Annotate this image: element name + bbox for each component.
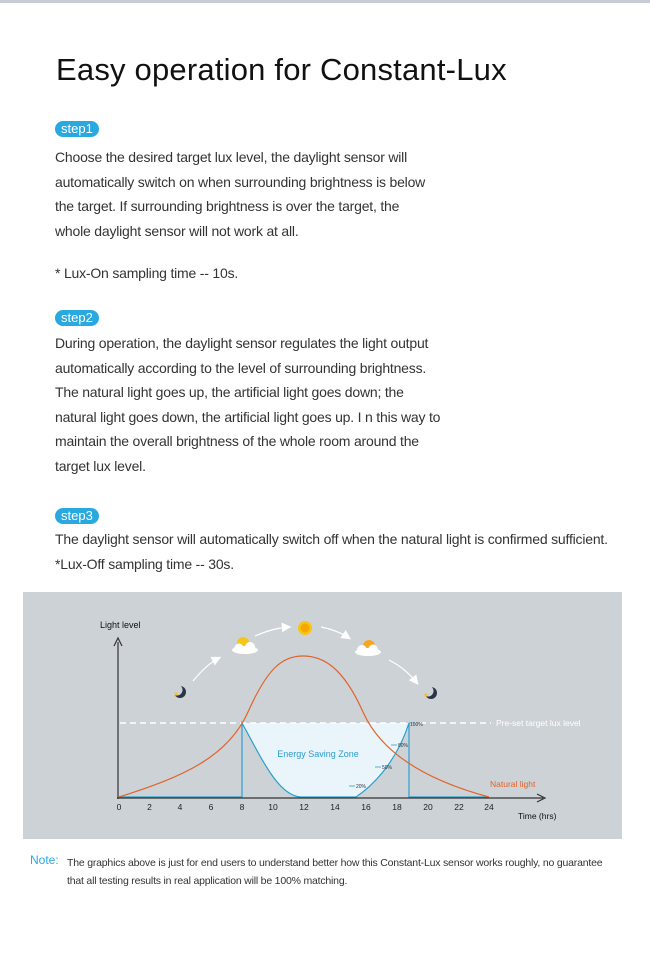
x-tick-label: 18 xyxy=(392,802,402,812)
step3-description xyxy=(55,527,608,576)
x-tick-label: 16 xyxy=(361,802,371,812)
moon-left-icon xyxy=(172,685,187,699)
pct-label-80: 80% xyxy=(398,743,409,749)
pct-label-50: 50% xyxy=(382,765,393,771)
x-ticks xyxy=(117,802,494,812)
x-tick-label: 10 xyxy=(268,802,278,812)
constant-lux-diagram xyxy=(23,592,622,839)
step1-line: the target. If surrounding brightness is over the target, the xyxy=(55,198,400,214)
step3-badge: step3 xyxy=(55,508,99,524)
x-tick-label: 0 xyxy=(116,802,122,812)
x-tick-label: 22 xyxy=(454,802,464,812)
step2-line: target lux level. xyxy=(55,457,146,474)
energy-saving-zone-label: Energy Saving Zone xyxy=(277,749,359,759)
note-line: that all testing results in real application will be 100% matching. xyxy=(67,874,348,887)
diagram-svg xyxy=(23,592,622,839)
step2-description xyxy=(55,331,440,478)
page-title: Easy operation for Constant-Lux xyxy=(56,52,507,87)
sun-cloud-left-icon xyxy=(232,637,258,654)
target-lux-label: Pre-set target lux level xyxy=(496,718,581,728)
step1-description xyxy=(55,145,425,243)
natural-light-label: Natural light xyxy=(490,779,536,789)
x-tick-label: 4 xyxy=(177,802,183,812)
step2-line: The natural light goes up, the artificial light goes down; the xyxy=(55,384,404,400)
x-tick-label: 6 xyxy=(208,802,214,812)
step3-line: The daylight sensor will automatically switch off when the natural light is confirmed sufficient. xyxy=(55,531,608,547)
note-label: Note: xyxy=(30,853,59,867)
arrow-2-icon xyxy=(255,627,289,636)
x-tick-label: 2 xyxy=(147,802,152,812)
energy-saving-zone-area xyxy=(242,723,409,797)
x-tick-label: 12 xyxy=(299,802,309,812)
step1-line: whole daylight sensor will not work at all. xyxy=(55,222,299,239)
x-tick-label: 24 xyxy=(484,802,494,812)
y-axis-label: Light level xyxy=(100,620,141,630)
moon-right-icon xyxy=(423,686,438,700)
step1-line: Choose the desired target lux level, the daylight sensor will xyxy=(55,149,407,165)
step2-line: natural light goes down, the artificial light goes up. I n this way to xyxy=(55,408,441,425)
arrow-4-icon xyxy=(389,660,417,683)
step2-line: During operation, the daylight sensor regulates the light output xyxy=(55,335,429,351)
lux-on-sampling-note: * Lux-On sampling time -- 10s. xyxy=(55,265,239,281)
lux-off-sampling-note: *Lux-Off sampling time -- 30s. xyxy=(55,555,234,572)
pct-label-20: 20% xyxy=(356,784,367,790)
top-border xyxy=(0,0,650,3)
sun-icon xyxy=(298,621,312,635)
x-tick-label: 14 xyxy=(330,802,340,812)
arrow-3-icon xyxy=(321,627,349,638)
x-tick-label: 20 xyxy=(423,802,433,812)
arrow-1-icon xyxy=(193,658,219,681)
step2-badge: step2 xyxy=(55,310,99,326)
sun-cloud-right-icon xyxy=(355,640,381,656)
note-text xyxy=(67,855,632,890)
x-tick-label: 8 xyxy=(239,802,245,812)
note-line: The graphics above is just for end users to understand better how this Constant-Lux sensor works roughly, no guarantee xyxy=(67,857,603,869)
step1-badge: step1 xyxy=(55,121,99,137)
step1-line: automatically switch on when surrounding brightness is below xyxy=(55,173,426,190)
step2-line: maintain the overall brightness of the whole room around the xyxy=(55,433,419,449)
x-axis-label: Time (hrs) xyxy=(518,811,557,821)
pct-label-100: 100% xyxy=(410,722,423,728)
step2-line: automatically according to the level of surrounding brightness. xyxy=(55,359,427,376)
